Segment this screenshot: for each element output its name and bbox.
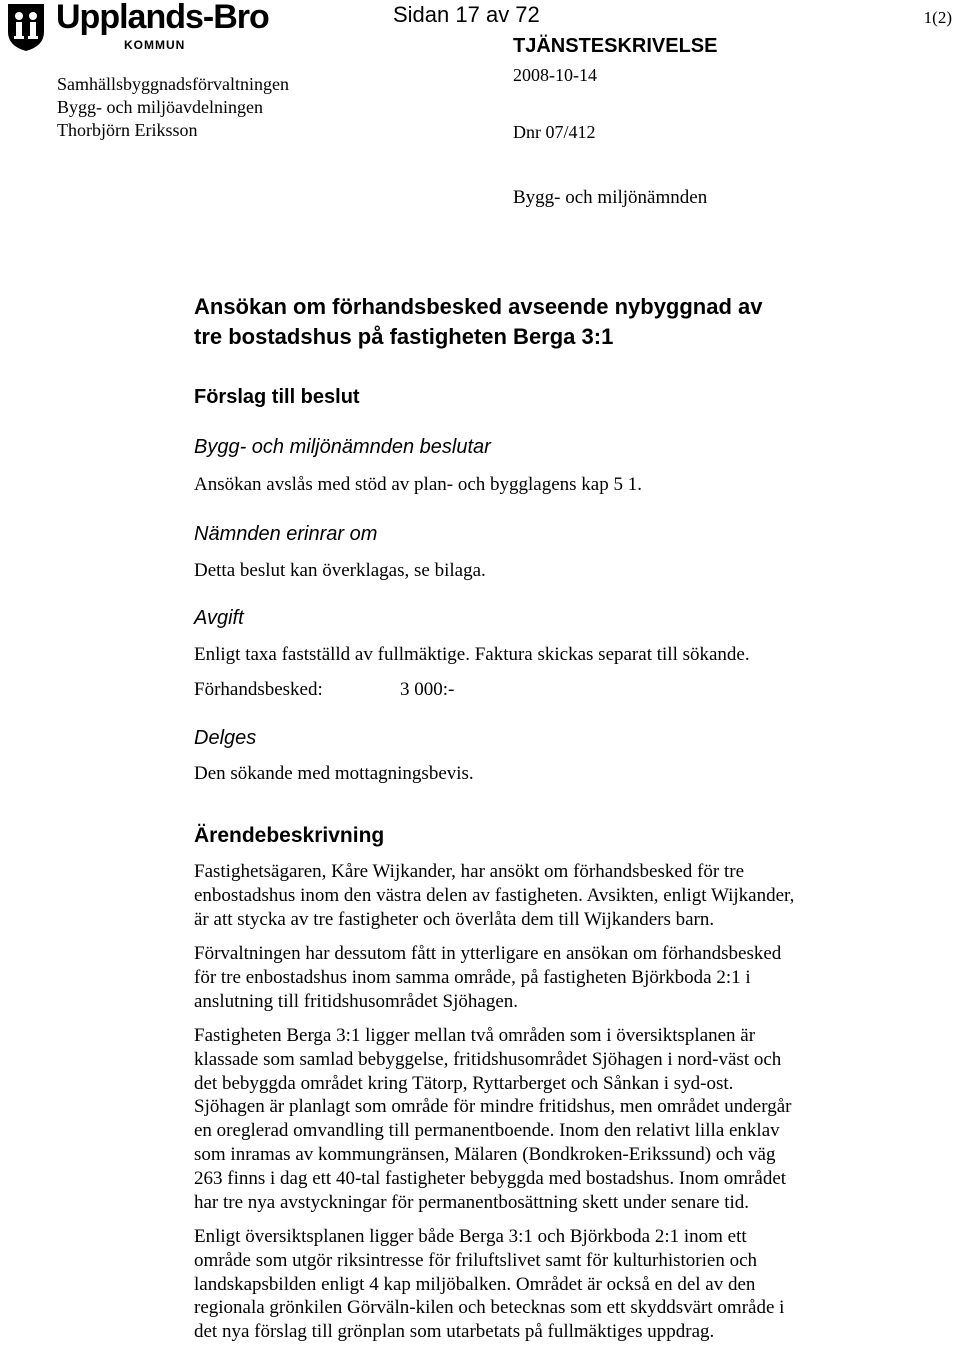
- document-title: [194, 292, 763, 352]
- fee-text: Enligt taxa fastställd av fullmäktige. Faktura skickas separat till sökande.: [194, 644, 750, 665]
- fee-heading: Avgift: [194, 607, 244, 629]
- description-paragraph: [194, 942, 914, 1013]
- page-indicator: Sidan 17 av 72: [393, 2, 540, 27]
- paragraph-line: 263 finns i dag ett 40-tal fastigheter bebyggda med bostadshus. Inom området: [194, 1167, 787, 1189]
- paragraph-line: område som utgör riksintresse för friluftslivet samt för kulturhistorien och: [194, 1249, 758, 1271]
- paragraph-line: enbostadshus inom den västra delen av fastigheten. Avsikten, enligt Wijkander,: [194, 884, 795, 906]
- sender-division: Bygg- och miljöavdelningen: [57, 97, 263, 117]
- delivery-heading: Delges: [194, 727, 257, 749]
- paragraph-line: Fastigheten Berga 3:1 ligger mellan två områden som i översiktsplanen är: [194, 1025, 756, 1046]
- paragraph-line: det nya förslag till grönplan som utarbetats på fullmäktiges uppdrag.: [194, 1321, 715, 1343]
- municipality-logo: [6, 2, 296, 52]
- title-line: Ansökan om förhandsbesked avseende nybyggnad av: [194, 294, 763, 319]
- paragraph-line: Förvaltningen har dessutom fått in ytterligare en ansökan om förhandsbesked: [194, 943, 782, 964]
- delivery-text: Den sökande med mottagningsbevis.: [194, 763, 474, 784]
- paragraph-line: det bebyggda området kring Tätorp, Ryttarberget och Sånkan i syd-ost.: [194, 1072, 734, 1094]
- paragraph-line: är att stycka av tre fastigheter och överlåta dem till Wijkanders barn.: [194, 908, 715, 930]
- decides-heading: Bygg- och miljönämnden beslutar: [194, 436, 491, 458]
- title-line: tre bostadshus på fastigheten Berga 3:1: [194, 324, 614, 349]
- paragraph-line: anslutning till fritidshusområdet Sjöhagen.: [194, 990, 519, 1012]
- paragraph-line: Sjöhagen är planlagt som område för mindre fritidshus, men området undergår: [194, 1096, 792, 1118]
- logo-name: Upplands-Bro: [56, 0, 269, 36]
- paragraph-line: Fastighetsägaren, Kåre Wijkander, har ansökt om förhandsbesked för tre: [194, 861, 744, 882]
- document-number: Dnr 07/412: [513, 122, 596, 142]
- paragraph-line: en oreglerad omvandling till permanentboende. Inom den relativt lilla enklav: [194, 1120, 780, 1142]
- description-paragraph: [194, 860, 914, 931]
- paragraph-line: för tre enbostadshus inom samma område, på fastigheten Björkboda 2:1 i: [194, 966, 751, 988]
- document-date: 2008-10-14: [513, 65, 597, 85]
- fee-amount: 3 000:-: [400, 679, 455, 700]
- paragraph-line: har tre nya avstyckningar för permanentbosättning skett under senare tid.: [194, 1191, 750, 1213]
- sender-department: Samhällsbyggnadsförvaltningen: [57, 74, 289, 94]
- paragraph-line: som inramas av kommungränsen, Mälaren (Bondkroken-Erikssund) och väg: [194, 1143, 776, 1165]
- logo-subtitle: KOMMUN: [124, 38, 186, 52]
- reminds-text: Detta beslut kan överklagas, se bilaga.: [194, 560, 486, 581]
- decision-text: Ansökan avslås med stöd av plan- och bygglagens kap 5 1.: [194, 474, 642, 495]
- description-heading: Ärendebeskrivning: [194, 824, 385, 847]
- paragraph-line: klassade som samlad bebyggelse, fritidshusområdet Sjöhagen i nord-väst och: [194, 1048, 782, 1070]
- paragraph-line: landskapsbilden enligt 4 kap miljöbalken. Området är också en del av den: [194, 1273, 756, 1295]
- recipient: Bygg- och miljönämnden: [513, 187, 708, 208]
- document-type: TJÄNSTESKRIVELSE: [513, 35, 718, 57]
- reminds-heading: Nämnden erinrar om: [194, 523, 378, 545]
- description-paragraph: [194, 1225, 914, 1344]
- proposal-heading: Förslag till beslut: [194, 386, 360, 408]
- page-count: 1(2): [923, 8, 952, 27]
- municipal-crest-icon: [6, 2, 46, 52]
- fee-label: Förhandsbesked:: [194, 679, 323, 700]
- paragraph-line: regionala grönkilen Görväln-kilen och betecknas som ett skyddsvärt område i: [194, 1297, 785, 1319]
- description-paragraph: [194, 1024, 914, 1214]
- sender-block: [57, 73, 289, 142]
- paragraph-line: Enligt översiktsplanen ligger både Berga 3:1 och Björkboda 2:1 inom ett: [194, 1226, 747, 1247]
- sender-name: Thorbjörn Eriksson: [57, 120, 198, 140]
